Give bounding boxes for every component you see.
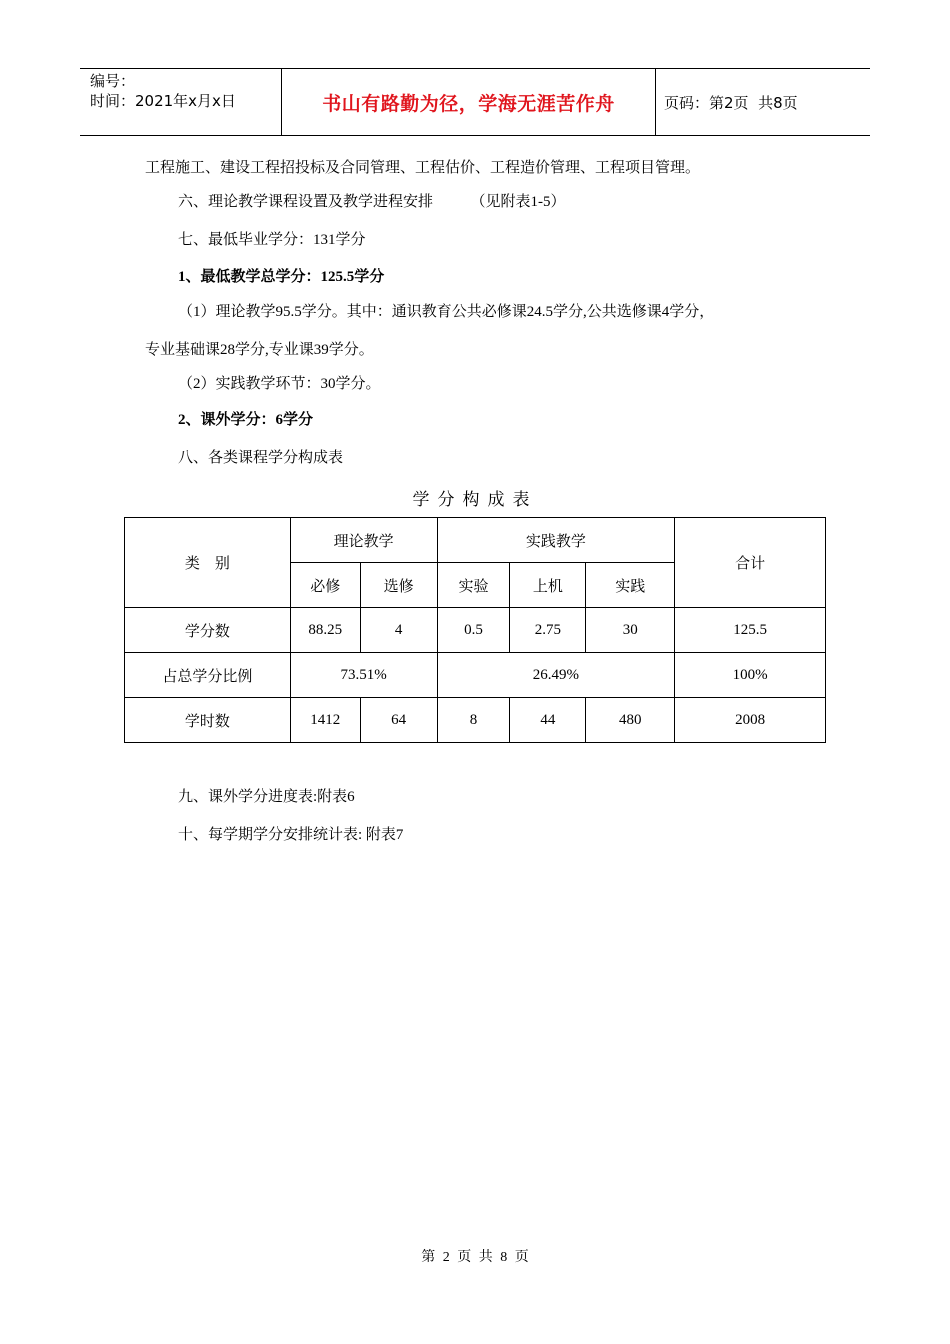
header-practical: 实践 [586, 563, 675, 608]
header-left [90, 71, 236, 111]
cell-experiment: 0.5 [437, 608, 510, 653]
row-label: 学分数 [125, 608, 291, 653]
document-code-label: 编号： [90, 72, 136, 90]
body-line: 专业基础课28学分,专业课39学分。 [145, 342, 374, 358]
header-category: 类 别 [125, 518, 291, 608]
table-header-row [125, 518, 826, 563]
body-line: （2）实践教学环节：30学分。 [178, 376, 381, 392]
row-label: 学时数 [125, 698, 291, 743]
credit-composition-table [124, 517, 826, 743]
table-row [125, 653, 826, 698]
header-page-info: 页码：第2页 共8页 [664, 93, 798, 112]
subsection-1-heading: 1、最低教学总学分：125.5学分 [178, 269, 385, 285]
table-row [125, 608, 826, 653]
cell-required: 88.25 [290, 608, 360, 653]
cell-practical: 30 [586, 608, 675, 653]
header-elective: 选修 [360, 563, 437, 608]
header-required: 必修 [290, 563, 360, 608]
cell-total: 100% [675, 653, 826, 698]
header-divider [655, 69, 656, 135]
section-9-heading: 九、课外学分进度表:附表6 [178, 789, 355, 805]
cell-theory-ratio: 73.51% [290, 653, 437, 698]
cell-practice-ratio: 26.49% [437, 653, 675, 698]
body-line: （1）理论教学95.5学分。其中：通识教育公共必修课24.5学分,公共选修课4学分， [178, 304, 715, 320]
cell-total: 2008 [675, 698, 826, 743]
row-label: 占总学分比例 [125, 653, 291, 698]
header-total: 合计 [675, 518, 826, 608]
header-motto: 书山有路勤为径，学海无涯苦作舟 [322, 92, 615, 115]
header-experiment: 实验 [437, 563, 510, 608]
body-line: 工程施工、建设工程招投标及合同管理、工程估价、工程造价管理、工程项目管理。 [145, 160, 701, 176]
cell-elective: 4 [360, 608, 437, 653]
cell-computer: 2.75 [510, 608, 586, 653]
subsection-2-heading: 2、课外学分：6学分 [178, 412, 314, 428]
section-7-heading: 七、最低毕业学分：131学分 [178, 232, 366, 248]
table-row [125, 698, 826, 743]
header-theory: 理论教学 [290, 518, 437, 563]
table-title: 学分构成表 [412, 490, 538, 510]
cell-computer: 44 [510, 698, 586, 743]
section-6-heading: 六、理论教学课程设置及教学进程安排 （见附表1-5） [178, 194, 566, 210]
cell-required: 1412 [290, 698, 360, 743]
cell-experiment: 8 [437, 698, 510, 743]
cell-elective: 64 [360, 698, 437, 743]
cell-total: 125.5 [675, 608, 826, 653]
header-computer: 上机 [510, 563, 586, 608]
cell-practical: 480 [586, 698, 675, 743]
document-date: 时间：2021年x月x日 [90, 92, 236, 110]
section-8-heading: 八、各类课程学分构成表 [178, 450, 344, 466]
page-header [80, 68, 870, 136]
page-footer: 第 2 页 共 8 页 [421, 1250, 529, 1265]
header-practice: 实践教学 [437, 518, 675, 563]
section-10-heading: 十、每学期学分安排统计表: 附表7 [178, 827, 404, 843]
